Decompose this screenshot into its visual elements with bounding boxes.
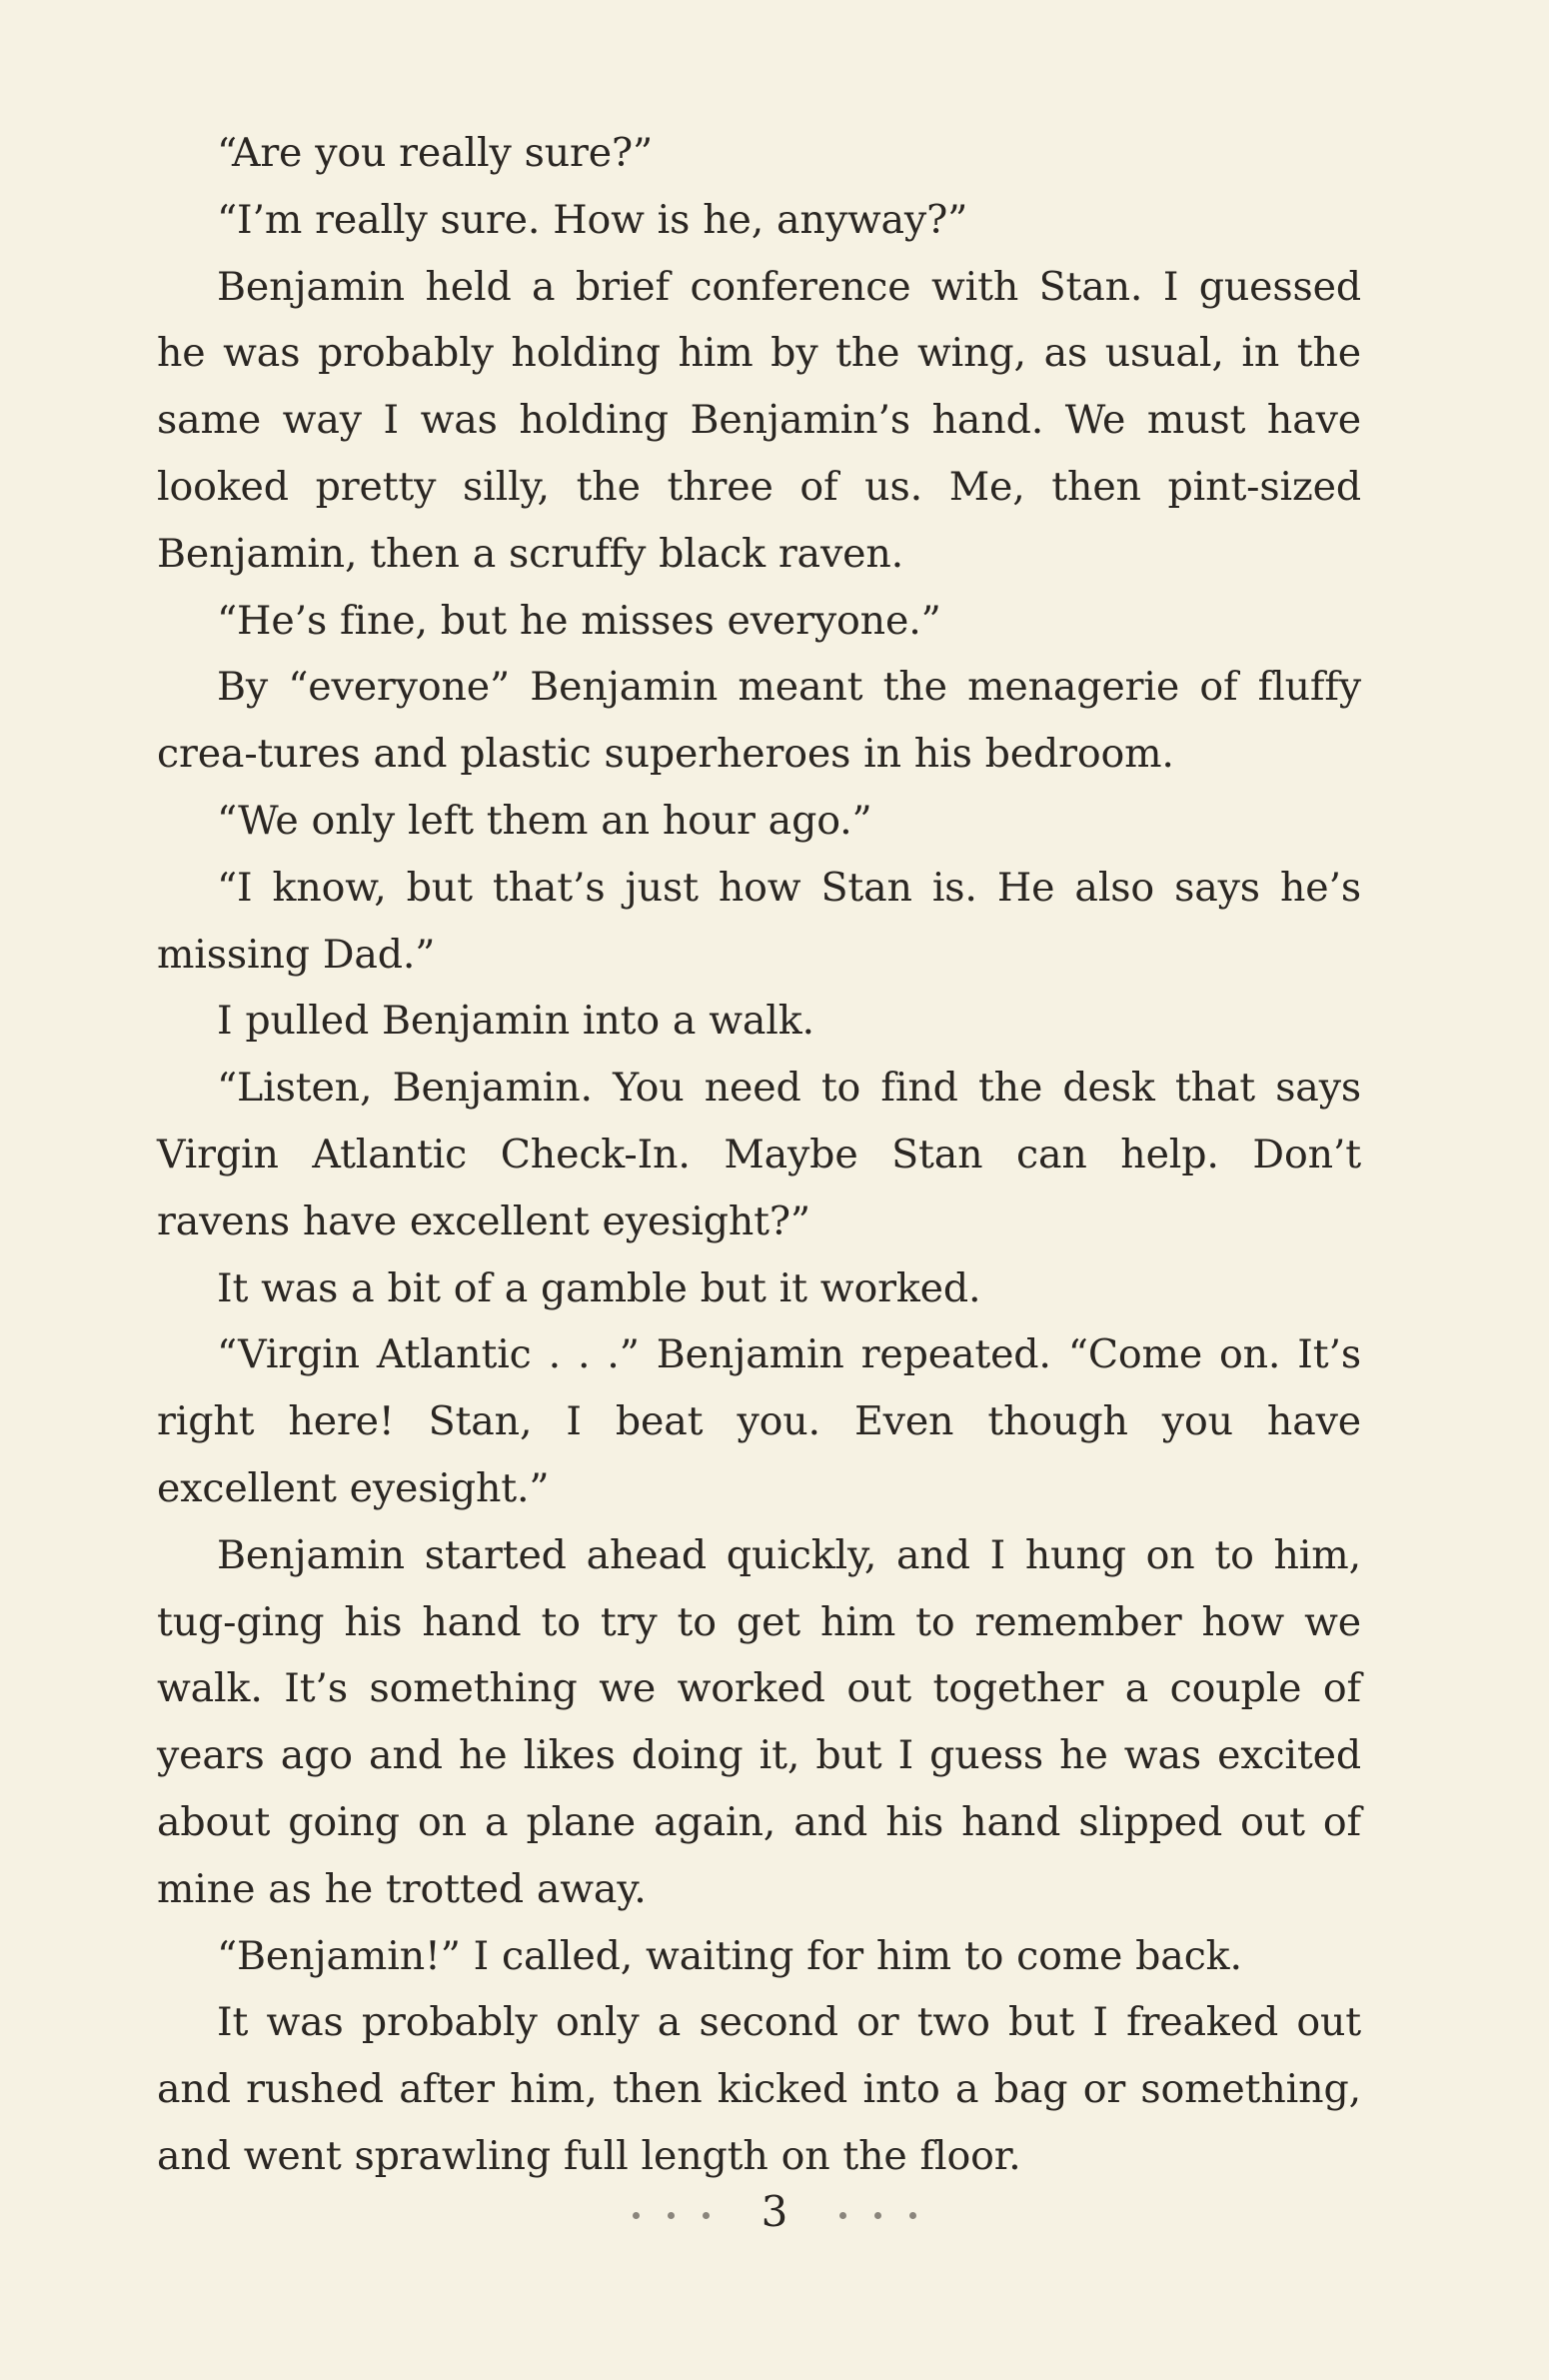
dot-icon bbox=[668, 2212, 675, 2219]
paragraph: It was a bit of a gamble but it worked. bbox=[217, 1264, 981, 1311]
dot-icon bbox=[703, 2212, 710, 2219]
paragraph: “I know, but that’s just how Stan is. He also says he’s missing Dad.” bbox=[157, 864, 1361, 978]
dot-icon bbox=[633, 2212, 640, 2219]
paragraph: Benjamin started ahead quickly, and I hung on to him, tug-ging his hand to try to get him to remember how we walk. It’s something we worked out together a couple of years ago and he likes doing it, but I guess he was excited about going on a plane again, and his hand slipped out of mine as he trotted away. bbox=[157, 1531, 1361, 1912]
paragraph: I pulled Benjamin into a walk. bbox=[217, 998, 814, 1045]
paragraph: Benjamin held a brief conference with Stan. I guessed he was probably holding him by the wing, as usual, in the same way I was holding Benjamin’s hand. We must have looked pretty silly, the three of us. Me, then pint-sized Benjamin, then a scruffy black raven. bbox=[157, 263, 1361, 577]
paragraph: By “everyone” Benjamin meant the menagerie of fluffy crea-tures and plastic superheroes in his bedroom. bbox=[157, 664, 1361, 778]
page-footer bbox=[0, 2179, 1549, 2242]
ornament-dots-right bbox=[825, 2182, 930, 2242]
paragraph: It was probably only a second or two but I freaked out and rushed after him, then kicked into a bag or something, and went sprawling full length on the floor. bbox=[157, 1999, 1361, 2179]
paragraph: “I’m really sure. How is he, anyway?” bbox=[217, 196, 968, 243]
ornament-dots-left bbox=[619, 2182, 724, 2242]
paragraph: “Benjamin!” I called, waiting for him to come back. bbox=[217, 1932, 1242, 1979]
dot-icon bbox=[874, 2212, 881, 2219]
paragraph: “Listen, Benjamin. You need to find the desk that says Virgin Atlantic Check-In. Maybe Stan can help. Don’t ravens have excellent eyesight?” bbox=[157, 1065, 1361, 1244]
paragraph: “Are you really sure?” bbox=[217, 130, 654, 176]
paragraph: “Virgin Atlantic . . .” Benjamin repeated. “Come on. It’s right here! Stan, I beat you. Even though you have excellent eyesight.” bbox=[157, 1331, 1361, 1511]
body-text bbox=[157, 120, 1361, 2190]
paragraph: “He’s fine, but he misses everyone.” bbox=[217, 597, 941, 644]
dot-icon bbox=[839, 2212, 846, 2219]
paragraph: “We only left them an hour ago.” bbox=[217, 797, 872, 844]
dot-icon bbox=[909, 2212, 916, 2219]
page-number: 3 bbox=[761, 2187, 788, 2236]
